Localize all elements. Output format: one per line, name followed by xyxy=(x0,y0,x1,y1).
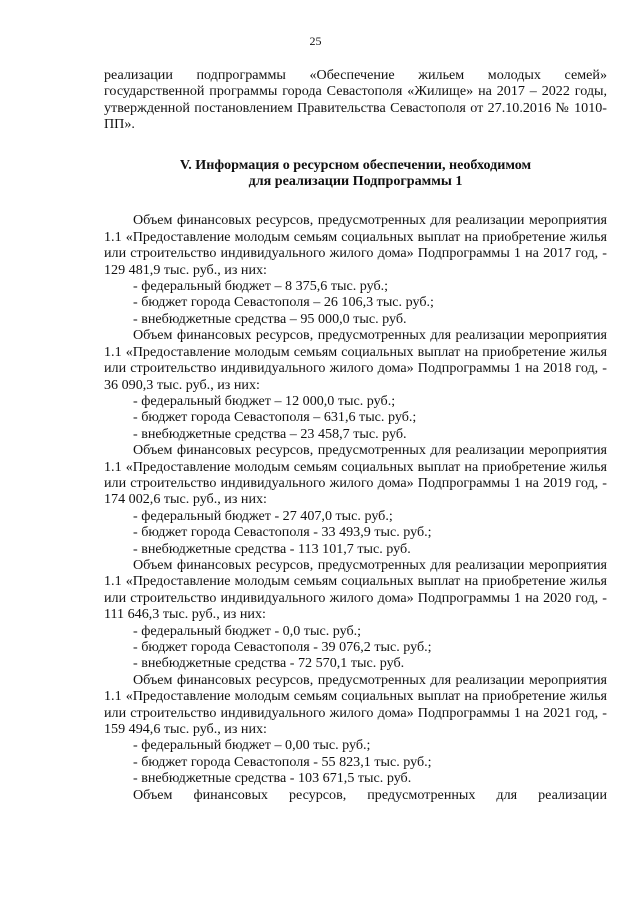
list-item: - федеральный бюджет – 12 000,0 тыс. руб.; xyxy=(133,392,396,409)
list-item: - бюджет города Севастополя – 631,6 тыс. руб.; xyxy=(133,409,417,426)
list-item: - федеральный бюджет - 0,0 тыс. руб.; xyxy=(133,622,362,639)
list-item: - внебюджетные средства - 103 671,5 тыс. руб. xyxy=(133,770,412,787)
section-heading xyxy=(104,157,607,190)
list-item: - бюджет города Севастополя – 26 106,3 тыс. руб.; xyxy=(133,294,434,311)
list-item: - внебюджетные средства - 72 570,1 тыс. руб. xyxy=(133,655,405,672)
section-heading-line-1: V. Информация о ресурсном обеспечении, необходимом xyxy=(179,156,532,173)
funding-paragraph-2019: Объем финансовых ресурсов, предусмотренных для реализации мероприятия 1.1 «Предоставление молодым семьям социальных выплат на приобретение жилья или строительство индивидуального жилого дома» Подпрограммы 1 на 2019 год, - 174 002,6 тыс. руб., из них: xyxy=(104,442,607,508)
page-number: 25 xyxy=(309,34,322,48)
list-item: - внебюджетные средства – 95 000,0 тыс. руб. xyxy=(133,310,407,327)
list-item: - внебюджетные средства – 23 458,7 тыс. руб. xyxy=(133,425,407,442)
list-item: - бюджет города Севастополя - 39 076,2 тыс. руб.; xyxy=(133,639,432,655)
document-body xyxy=(104,67,607,803)
section-heading-line-2: для реализации Подпрограммы 1 xyxy=(248,173,463,190)
list-item: - федеральный бюджет – 8 375,6 тыс. руб.; xyxy=(133,278,389,295)
list-item: - федеральный бюджет - 27 407,0 тыс. руб.; xyxy=(133,507,393,524)
intro-paragraph: реализации подпрограммы «Обеспечение жильем молодых семей» государственной программы города Севастополя «Жилище» на 2017 – 2022 годы, утвержденной постановлением Правительства Севастополя от 27.10.2016 № 1010-ПП». xyxy=(104,67,607,133)
list-item: - внебюджетные средства - 113 101,7 тыс. руб. xyxy=(133,540,411,557)
list-item: - бюджет города Севастополя - 33 493,9 тыс. руб.; xyxy=(133,524,432,541)
list-item: - бюджет города Севастополя - 55 823,1 тыс. руб.; xyxy=(133,753,432,770)
list-item: - федеральный бюджет – 0,00 тыс. руб.; xyxy=(133,737,371,754)
funding-paragraph-2021: Объем финансовых ресурсов, предусмотренных для реализации мероприятия 1.1 «Предоставление молодым семьям социальных выплат на приобретение жилья или строительство индивидуального жилого дома» Подпрограммы 1 на 2021 год, - 159 494,6 тыс. руб., из них: xyxy=(104,671,607,738)
funding-paragraph-2018: Объем финансовых ресурсов, предусмотренных для реализации мероприятия 1.1 «Предоставление молодым семьям социальных выплат на приобретение жилья или строительство индивидуального жилого дома» Подпрограммы 1 на 2018 год, - 36 090,3 тыс. руб., из них: xyxy=(104,327,607,393)
funding-paragraph-continued: Объем финансовых ресурсов, предусмотренных для реализации xyxy=(133,786,607,803)
funding-paragraph-2020: Объем финансовых ресурсов, предусмотренных для реализации мероприятия 1.1 «Предоставление молодым семьям социальных выплат на приобретение жилья или строительство индивидуального жилого дома» Подпрограммы 1 на 2020 год, - 111 646,3 тыс. руб., из них: xyxy=(104,556,607,623)
funding-paragraph-2017: Объем финансовых ресурсов, предусмотренных для реализации мероприятия 1.1 «Предоставление молодым семьям социальных выплат на приобретение жилья или строительство индивидуального жилого дома» Подпрограммы 1 на 2017 год, - 129 481,9 тыс. руб., из них: xyxy=(104,212,607,278)
